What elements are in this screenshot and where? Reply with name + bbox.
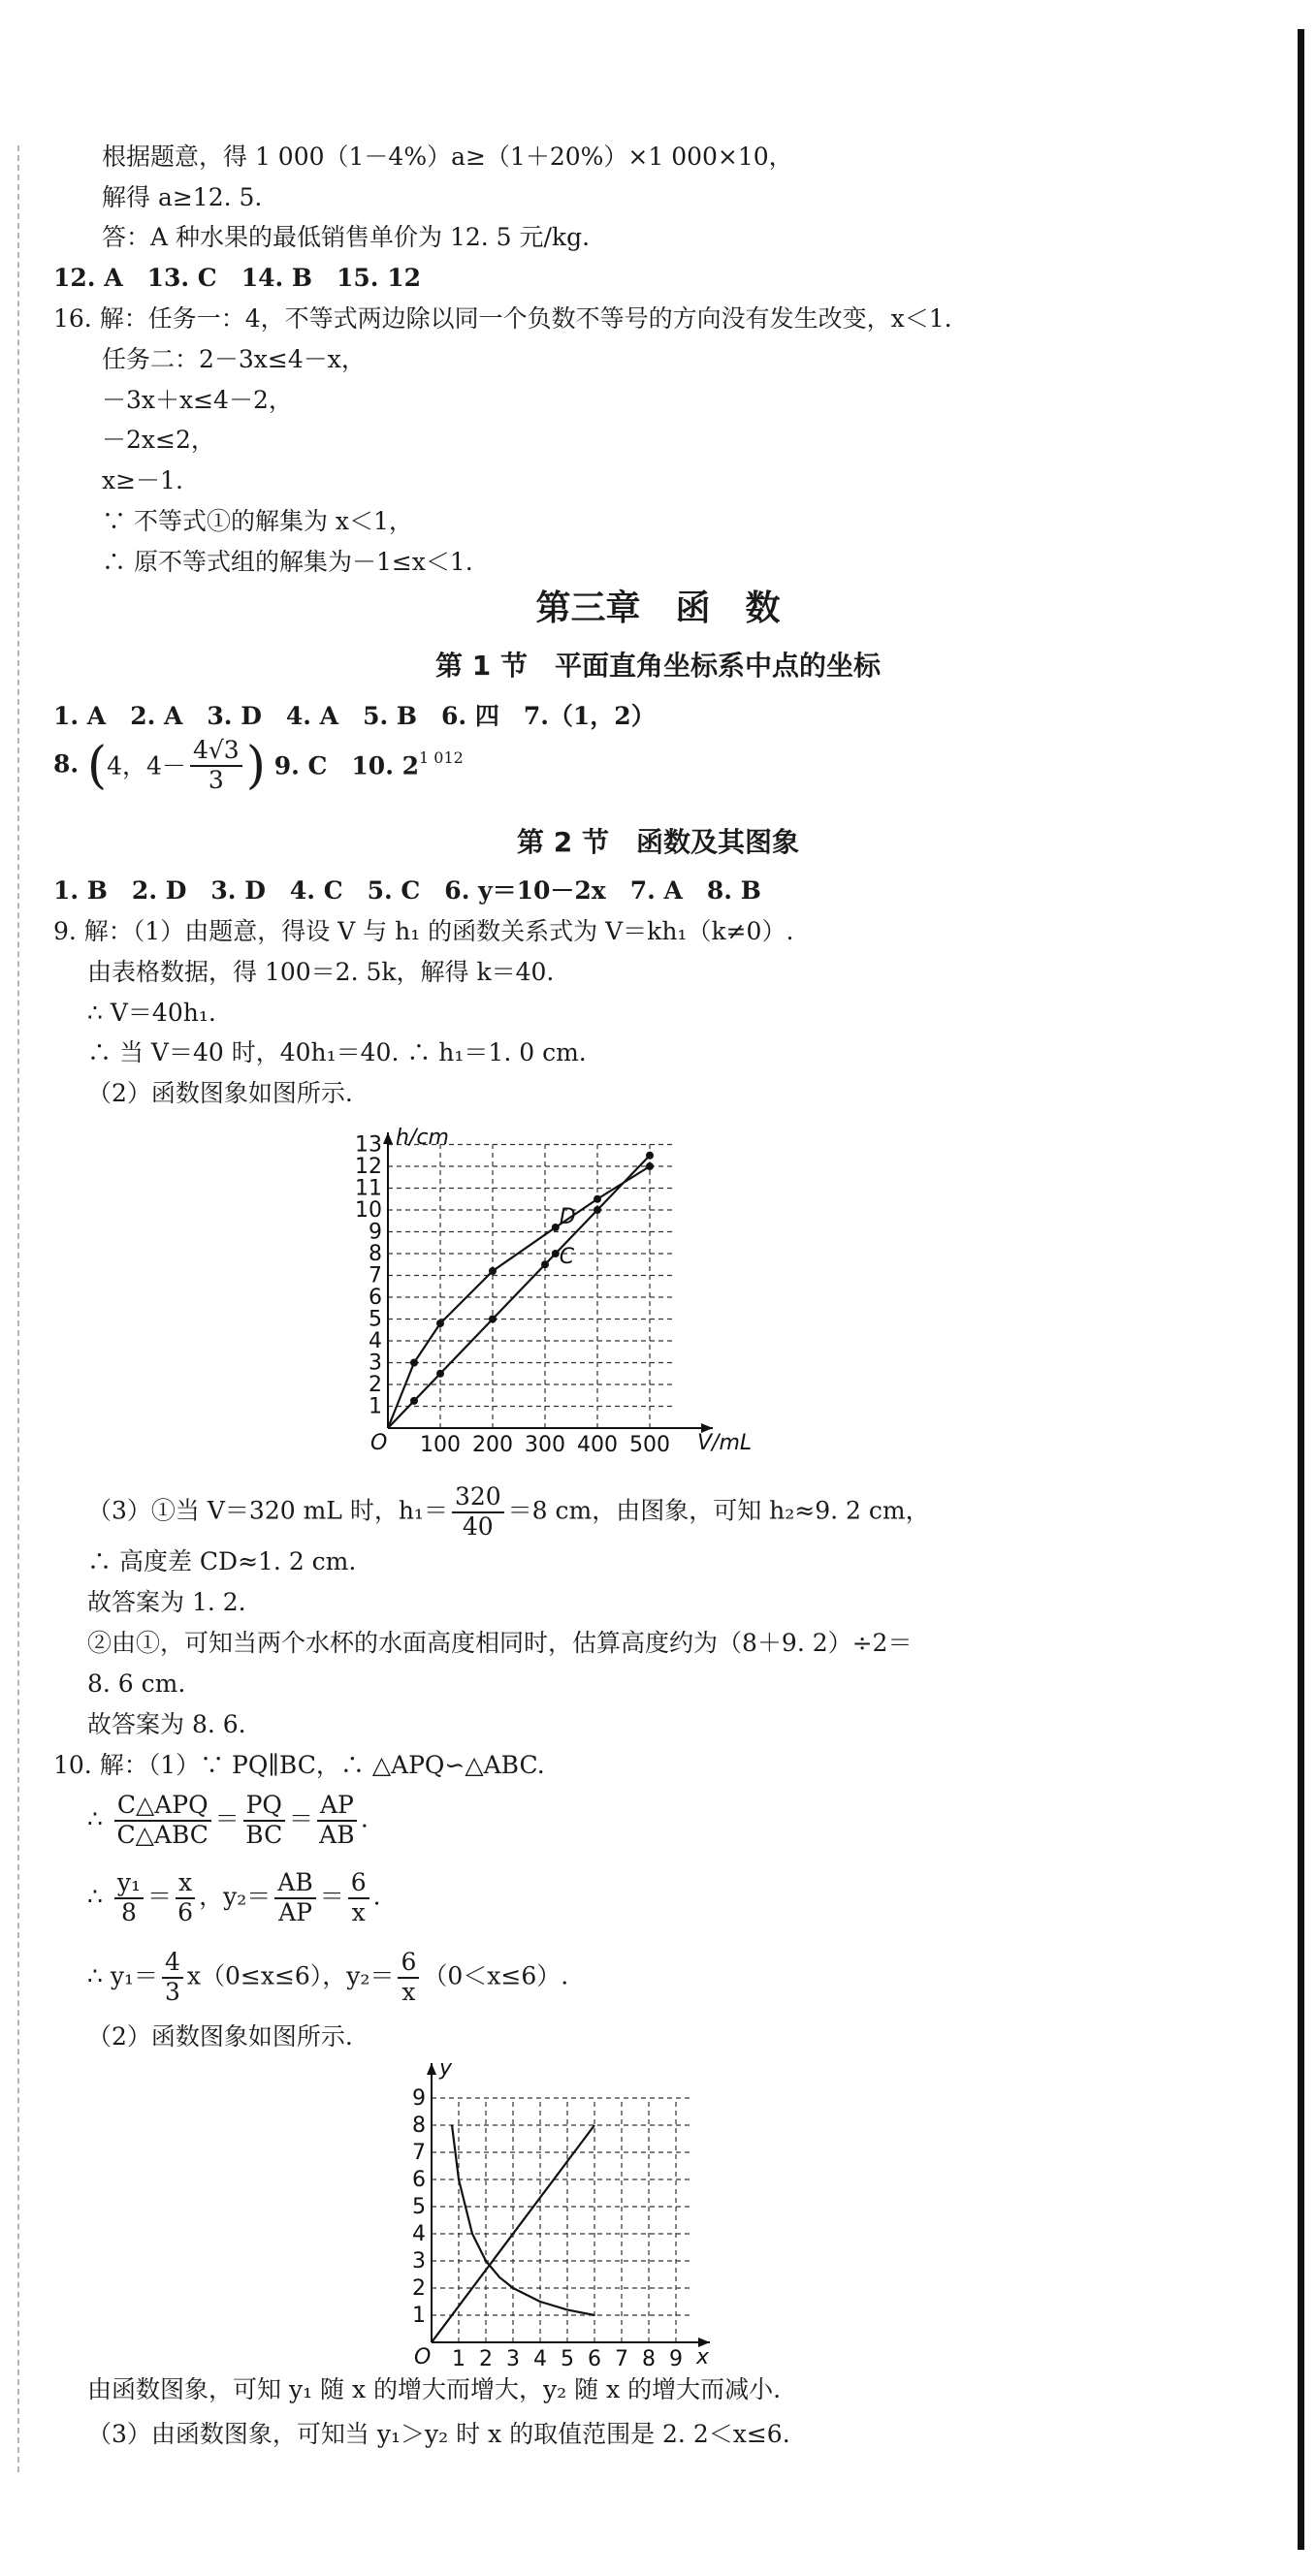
text-line: －2x≤2， [102,426,215,454]
series-1-line [388,1156,650,1428]
text-line: －3x＋x≤4－2， [102,386,293,414]
text-line: 故答案为 1. 2. [87,1588,246,1616]
y-tick-label: 11 [355,1176,382,1201]
chapter-title: 第三章 函 数 [535,588,781,628]
y-axis-arrow [383,1132,393,1144]
y-tick-label: 12 [355,1155,382,1179]
text-line: ∴ V＝40h₁. [87,999,216,1027]
series-1-point [410,1397,418,1405]
series-2-point [436,1320,444,1327]
y1-y2-function-chart [388,2053,737,2373]
x-tick-label: 400 [577,1433,618,1457]
text-line: 10. 解：（1）∵ PQ∥BC，∴ △APQ∽△ABC. [53,1751,545,1779]
y-tick-label: 13 [355,1132,382,1158]
y-tick-label: 5 [412,2195,426,2219]
y-tick-label: 7 [369,1263,382,1288]
text-line: 由表格数据，得 100＝2. 5k，解得 k＝40. [87,958,555,986]
y-tick-label: 3 [369,1351,382,1376]
y-tick-label: 4 [412,2222,426,2246]
text-line-fraction: ∴ $\frac{\text{y₁}}{8}$ ＝ $\frac{x}{6}$ ，y₂＝ $\frac{AB}{AP}$ ＝ $\frac{6}{x}$ . [87,1868,381,1926]
text-line: 任务二：2－3x≤4－x， [102,345,366,373]
section-title: 第 2 节 函数及其图象 [517,826,799,858]
text-line: （2）函数图象如图所示. [87,2022,353,2051]
text-line: ∴ 原不等式组的解集为－1≤x＜1. [102,548,473,576]
x-tick-label: 6 [588,2347,601,2371]
series-1-point [552,1250,560,1257]
y-axis-label: h/cm [396,1126,449,1150]
series-1-point [436,1370,444,1378]
dashed-margin-rule [17,145,19,2472]
series-1-point [646,1152,654,1160]
origin-label: O [414,2345,432,2369]
section-title: 第 1 节 平面直角坐标系中点的坐标 [435,650,881,682]
x-tick-label: 1 [452,2347,465,2371]
volume-height-chart [344,1113,790,1472]
series-2-point [489,1267,497,1275]
y-tick-label: 1 [369,1394,382,1419]
text-line-fraction: ∴ y₁＝ $\frac{4}{3}$ x（0≤x≤6），y₂＝ $\frac{6}{x}$ （0＜x≤6）. [87,1948,569,2006]
y-tick-label: 2 [369,1373,382,1397]
answer-row: 12. A 13. C 14. B 15. 12 [53,264,422,292]
x-tick-label: 9 [669,2347,683,2371]
text-line: （3）由函数图象，可知当 y₁＞y₂ 时 x 的取值范围是 2. 2＜x≤6. [87,2420,790,2448]
text-line: 16. 解：任务一：4，不等式两边除以同一个负数不等号的方向没有发生改变，x＜1. [53,304,952,333]
x-tick-label: 100 [420,1433,461,1457]
x-tick-label: 4 [533,2347,547,2371]
text-line: x≥－1. [102,466,183,494]
page-edge-bar [1298,29,1304,2550]
y-tick-label: 1 [412,2304,426,2328]
y-tick-label: 10 [355,1198,382,1223]
series-2-point [552,1224,560,1231]
y-tick-label: 5 [369,1307,382,1332]
answer-row: 1. B 2. D 3. D 4. C 5. C 6. y＝10－2x 7. A 8. B [53,876,761,905]
text-line: 根据题意，得 1 000（1－4%）a≥（1＋20%）×1 000×10， [102,143,793,171]
y-tick-label: 3 [412,2249,426,2274]
y-tick-label: 8 [369,1242,382,1266]
y-tick-label: 2 [412,2276,426,2301]
x-tick-label: 300 [525,1433,565,1457]
series-1-point [594,1206,601,1214]
text-line: ∵ 不等式①的解集为 x＜1， [102,507,413,535]
text-line: ∴ 高度差 CD≈1. 2 cm. [87,1547,357,1575]
text-line-fraction: ∴ $\frac{\text{C△APQ}}{\text{C△ABC}}$ ＝ $\frac{PQ}{BC}$ ＝ $\frac{AP}{AB}$ . [87,1791,369,1849]
x-tick-label: 200 [472,1433,513,1457]
text-line: 9. 解：（1）由题意，得设 V 与 h₁ 的函数关系式为 V＝kh₁（k≠0）. [53,917,794,945]
text-line: 由函数图象，可知 y₁ 随 x 的增大而增大，y₂ 随 x 的增大而减小. [87,2375,782,2403]
series-2-point [646,1162,654,1170]
series-1-point [541,1260,549,1268]
x-tick-label: 8 [642,2347,656,2371]
point-label-d: D [559,1205,576,1229]
origin-label: O [370,1431,388,1455]
x-tick-label: 2 [479,2347,493,2371]
text-line: （2）函数图象如图所示. [87,1079,353,1107]
y-axis-label: y [439,2056,453,2081]
x-axis-label: V/mL [697,1431,753,1455]
y-tick-label: 7 [412,2141,426,2165]
point-label-c: C [559,1245,575,1269]
y-tick-label: 4 [369,1329,382,1353]
y-tick-label: 9 [412,2086,426,2111]
series-2-point [410,1359,418,1367]
series-2-point [594,1195,601,1203]
answer-row: 1. A 2. A 3. D 4. A 5. B 6. 四 7.（1，2） [53,702,656,730]
text-line: 答：A 种水果的最低销售单价为 12. 5 元/kg. [102,223,591,251]
y-axis-arrow [427,2063,436,2075]
x-tick-label: 3 [506,2347,520,2371]
text-line: 8. 6 cm. [87,1670,186,1698]
y-tick-label: 9 [369,1220,382,1245]
text-line: ∴ 当 V＝40 时，40h₁＝40. ∴ h₁＝1. 0 cm. [87,1038,587,1066]
x-tick-label: 500 [629,1433,670,1457]
x-axis-label: x [696,2345,710,2369]
y-tick-label: 6 [369,1286,382,1310]
answer-row-fraction: 8. (4，4－ $\frac{4√3}{3}$ ) 9. C 10. $2^{1 012}$ [53,736,464,795]
text-line: 解得 a≥12. 5. [102,183,263,211]
y-tick-label: 6 [412,2168,426,2192]
text-line-fraction: （3）①当 V＝320 mL 时，h₁＝ $\frac{320}{40}$ ＝8 cm，由图象，可知 h₂≈9. 2 cm， [87,1482,930,1541]
series-1-point [489,1316,497,1323]
text-line: ②由①，可知当两个水杯的水面高度相同时，估算高度约为（8＋9. 2）÷2＝ [87,1629,913,1657]
text-line: 故答案为 8. 6. [87,1710,246,1738]
x-tick-label: 5 [561,2347,574,2371]
y-tick-label: 8 [412,2114,426,2138]
x-tick-label: 7 [615,2347,628,2371]
